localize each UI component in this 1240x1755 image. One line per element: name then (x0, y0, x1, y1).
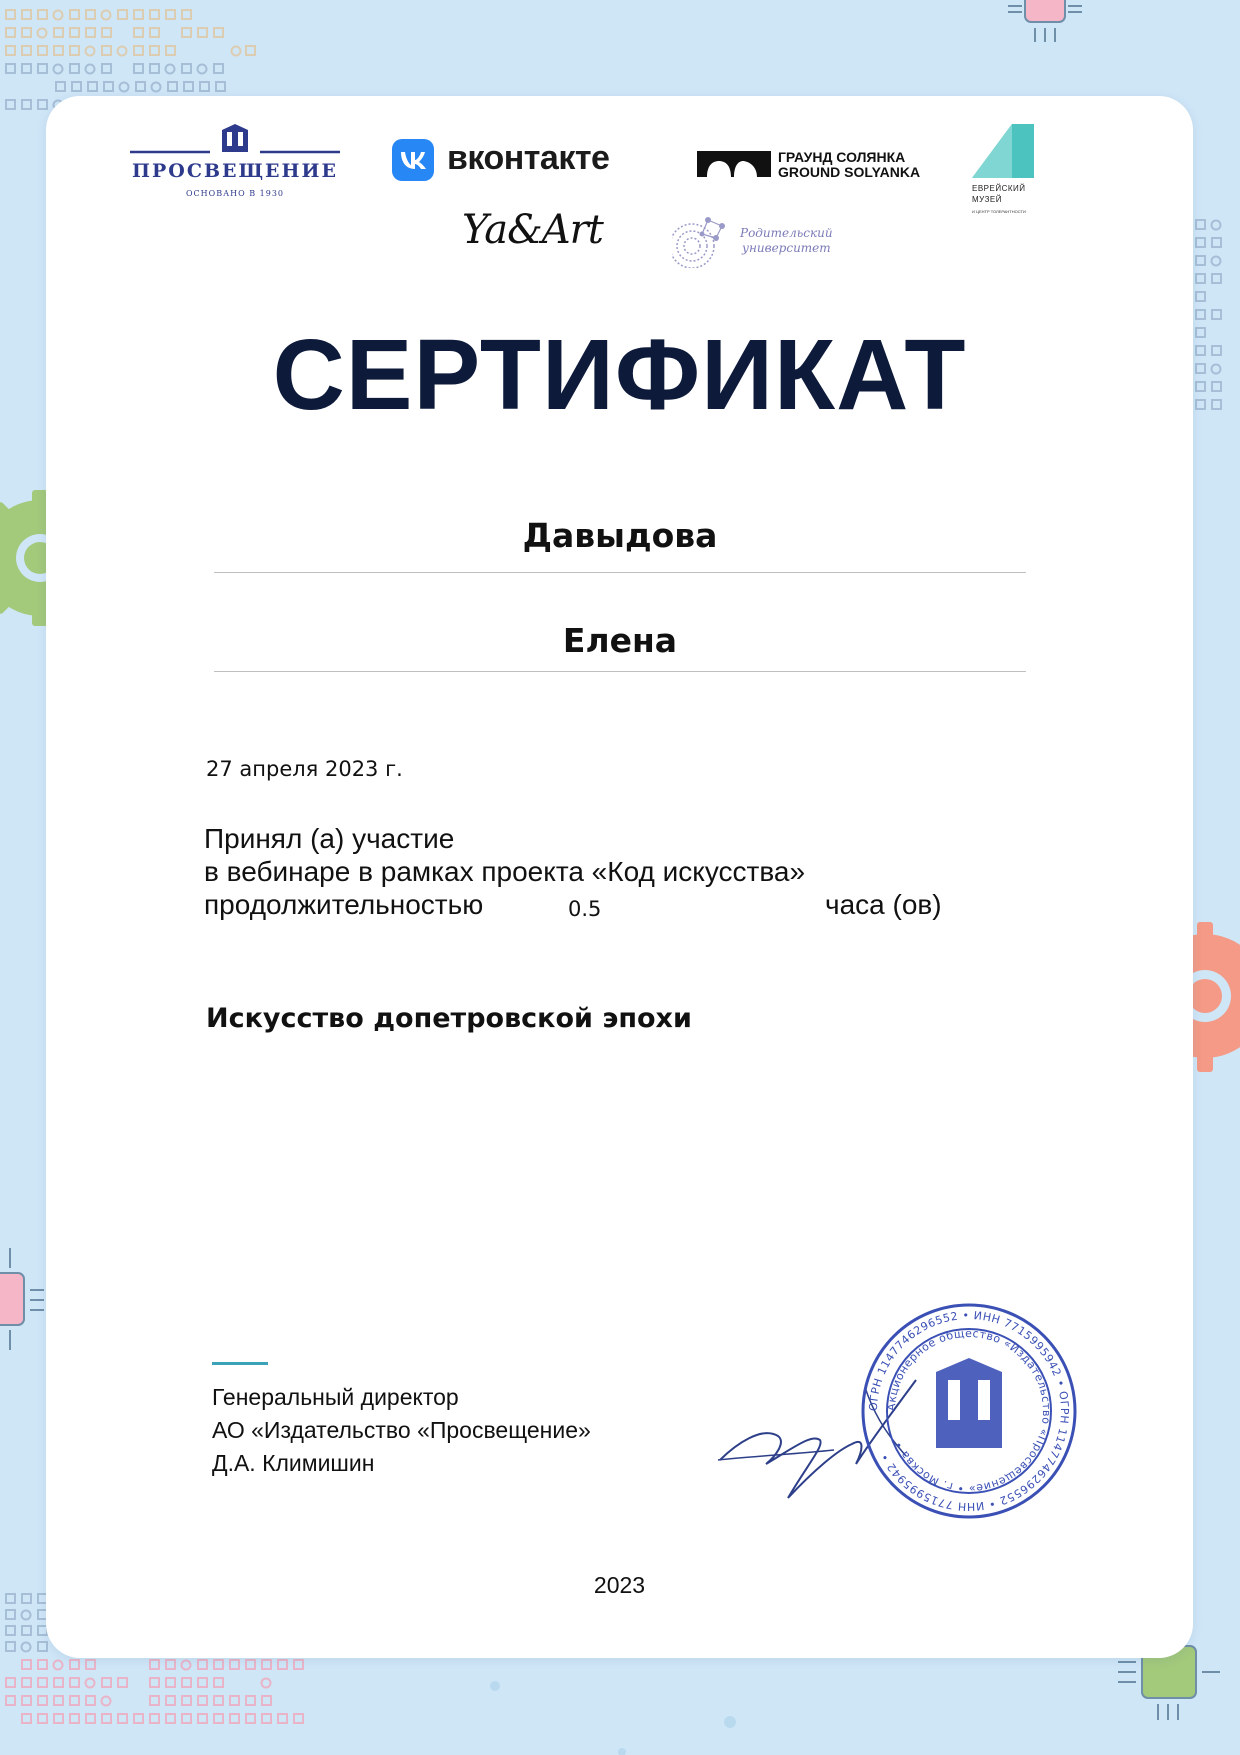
footer-year: 2023 (593, 1572, 646, 1598)
last-name: Давыдова (522, 516, 718, 555)
yaart-logo: Ya&Art (462, 207, 603, 253)
vk-logo: вконтакте (447, 139, 610, 177)
ground-solyanka-logo (778, 150, 920, 180)
jewish-museum-icon (972, 124, 1034, 178)
parent-university-icon (672, 212, 734, 268)
vk-logo-icon (392, 139, 434, 181)
pattern-top-left (6, 10, 255, 56)
first-name: Елена (562, 621, 678, 660)
dots-bottom (490, 1681, 736, 1755)
duration-unit: часа (ов) (825, 889, 942, 920)
webinar-topic: Искусство допетровской эпохи (206, 1003, 692, 1034)
company-seal (858, 1300, 1080, 1522)
signatory-name: Д.А. Климишин (212, 1450, 375, 1476)
participation-line: Принял (а) участие (204, 823, 455, 854)
parent-university-line1: Родительский (740, 226, 833, 240)
pattern-right (1196, 220, 1221, 409)
duration-hours: 0.5 (568, 897, 602, 921)
signatory-role: Генеральный директор (212, 1384, 459, 1410)
ground-solyanka-line1: ГРАУНД СОЛЯНКА (778, 149, 906, 165)
jewish-museum-logo (972, 183, 1026, 205)
parent-university-logo (740, 226, 833, 256)
jewish-museum-subtitle: И ЦЕНТР ТОЛЕРАНТНОСТИ (972, 209, 1026, 214)
prosveshchenie-emblem-icon (128, 122, 342, 162)
svg-text:Акционерное общество «Издатель: Акционерное общество «Издательство «Просвещение» • г. Москва • (884, 1326, 1054, 1496)
accent-dash (212, 1362, 268, 1365)
ground-solyanka-icon (697, 151, 771, 177)
pattern-bottom-pink (6, 1660, 303, 1723)
last-name-rule (214, 572, 1026, 573)
parent-university-line2: университет (741, 241, 831, 255)
chip-icon-left (0, 1248, 44, 1350)
signatory-company: АО «Издательство «Просвещение» (212, 1417, 591, 1443)
svg-text:ОГРН 1147746296552 • ИНН 77159: ОГРН 1147746296552 • ИНН 7715995942 • ОГРН 1147746296552 • ИНН 7715995942 • (866, 1308, 1072, 1514)
webinar-line: в вебинаре в рамках проекта «Код искусства» (204, 856, 806, 887)
certificate-title: СЕРТИФИКАТ (272, 319, 967, 431)
chip-icon-top (1008, 0, 1082, 42)
certificate-date: 27 апреля 2023 г. (206, 757, 403, 781)
ground-solyanka-line2: GROUND SOLYANKA (778, 164, 921, 180)
duration-label: продолжительностью (204, 889, 484, 920)
jewish-museum-line2: МУЗЕЙ (972, 195, 1002, 204)
prosveshchenie-logo-subtitle: ОСНОВАНО В 1930 (185, 189, 284, 198)
pattern-bottom-left (6, 1594, 47, 1652)
prosveshchenie-logo: ПРОСВЕЩЕНИЕ (132, 160, 338, 182)
first-name-rule (214, 671, 1026, 672)
jewish-museum-line1: ЕВРЕЙСКИЙ (972, 184, 1026, 193)
